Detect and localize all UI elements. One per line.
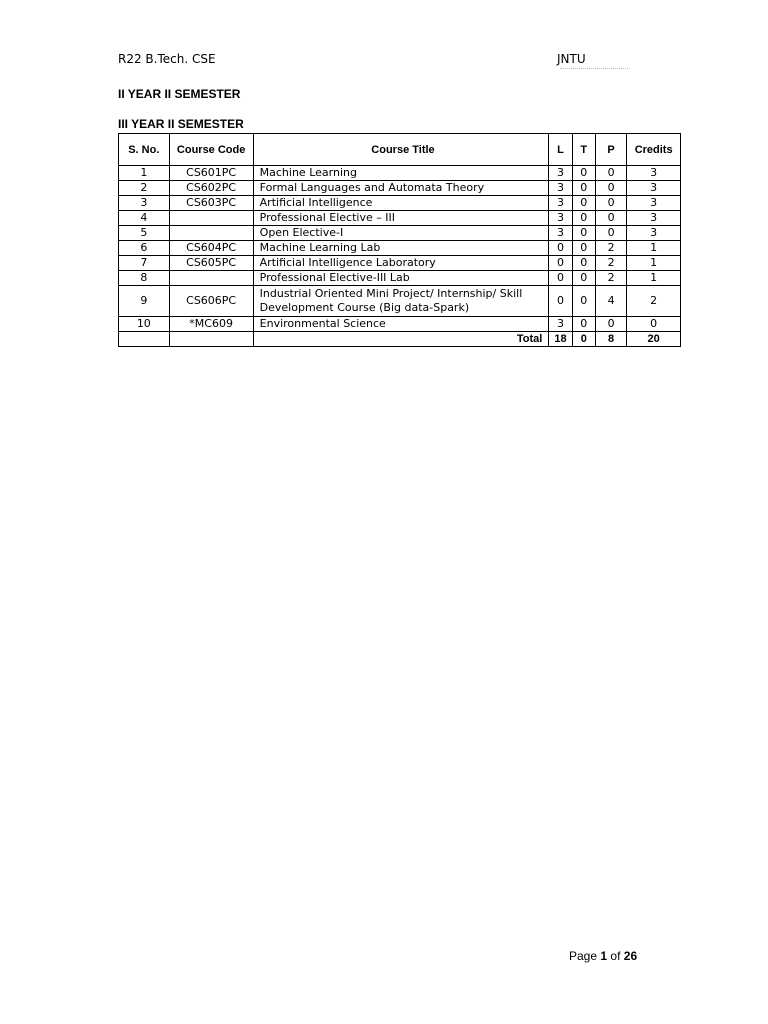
cell-t: 0 xyxy=(572,241,595,256)
cell-credits: 3 xyxy=(627,196,681,211)
cell-p: 4 xyxy=(595,286,626,317)
cell-p: 0 xyxy=(595,317,626,332)
col-header-course-code: Course Code xyxy=(169,134,253,166)
cell-p: 0 xyxy=(595,211,626,226)
total-row xyxy=(119,332,681,347)
cell-course-title: Formal Languages and Automata Theory xyxy=(253,181,549,196)
col-header-credits: Credits xyxy=(627,134,681,166)
cell-p: 0 xyxy=(595,196,626,211)
cell-course-title: Professional Elective – III xyxy=(253,211,549,226)
table-row xyxy=(119,286,681,317)
cell-course-code: CS602PC xyxy=(169,181,253,196)
cell-l: 3 xyxy=(549,166,572,181)
col-header-sno: S. No. xyxy=(119,134,170,166)
col-header-l: L xyxy=(549,134,572,166)
cell-credits: 3 xyxy=(627,226,681,241)
cell-credits: 2 xyxy=(627,286,681,317)
semester-heading-first: II YEAR II SEMESTER xyxy=(118,87,241,101)
cell-sno: 5 xyxy=(119,226,170,241)
cell-credits: 3 xyxy=(627,166,681,181)
cell-course-title: Professional Elective-III Lab xyxy=(253,271,549,286)
cell-t: 0 xyxy=(572,286,595,317)
table-row xyxy=(119,317,681,332)
total-l: 18 xyxy=(549,332,572,347)
col-header-course-title: Course Title xyxy=(253,134,549,166)
cell-course-title: Machine Learning Lab xyxy=(253,241,549,256)
cell-sno: 7 xyxy=(119,256,170,271)
cell-l: 3 xyxy=(549,196,572,211)
of-word: of xyxy=(610,949,621,963)
cell-credits: 1 xyxy=(627,271,681,286)
cell-t: 0 xyxy=(572,181,595,196)
cell-course-title: Machine Learning xyxy=(253,166,549,181)
cell-course-title: Open Elective-I xyxy=(253,226,549,241)
total-empty-sno xyxy=(119,332,170,347)
cell-sno: 10 xyxy=(119,317,170,332)
cell-sno: 1 xyxy=(119,166,170,181)
cell-course-title: Environmental Science xyxy=(253,317,549,332)
total-credits: 20 xyxy=(627,332,681,347)
cell-course-title: Artificial Intelligence xyxy=(253,196,549,211)
header-university: JNTU xyxy=(557,52,586,66)
cell-credits: 1 xyxy=(627,241,681,256)
cell-p: 0 xyxy=(595,226,626,241)
cell-sno: 2 xyxy=(119,181,170,196)
table-row xyxy=(119,256,681,271)
cell-sno: 9 xyxy=(119,286,170,317)
cell-course-code: CS601PC xyxy=(169,166,253,181)
cell-credits: 3 xyxy=(627,181,681,196)
cell-p: 2 xyxy=(595,271,626,286)
header-dotted-line xyxy=(560,66,630,69)
col-header-p: P xyxy=(595,134,626,166)
table-row xyxy=(119,166,681,181)
page-number xyxy=(569,949,637,963)
cell-course-code: CS603PC xyxy=(169,196,253,211)
total-p: 8 xyxy=(595,332,626,347)
course-table xyxy=(118,133,681,347)
cell-course-code: *MC609 xyxy=(169,317,253,332)
cell-credits: 3 xyxy=(627,211,681,226)
cell-p: 2 xyxy=(595,241,626,256)
cell-course-code: CS605PC xyxy=(169,256,253,271)
cell-course-title: Artificial Intelligence Laboratory xyxy=(253,256,549,271)
table-body xyxy=(119,166,681,332)
table-row xyxy=(119,241,681,256)
total-pages: 26 xyxy=(623,949,638,963)
total-empty-code xyxy=(169,332,253,347)
cell-sno: 6 xyxy=(119,241,170,256)
cell-t: 0 xyxy=(572,256,595,271)
cell-l: 0 xyxy=(549,241,572,256)
cell-course-code: CS604PC xyxy=(169,241,253,256)
table-header-row xyxy=(119,134,681,166)
cell-course-code xyxy=(169,226,253,241)
cell-course-code xyxy=(169,271,253,286)
cell-t: 0 xyxy=(572,317,595,332)
cell-p: 0 xyxy=(595,166,626,181)
cell-t: 0 xyxy=(572,271,595,286)
total-label: Total xyxy=(253,332,549,347)
cell-l: 3 xyxy=(549,211,572,226)
cell-sno: 8 xyxy=(119,271,170,286)
cell-t: 0 xyxy=(572,211,595,226)
cell-p: 0 xyxy=(595,181,626,196)
cell-l: 0 xyxy=(549,286,572,317)
current-page: 1 xyxy=(600,949,608,963)
cell-course-code: CS606PC xyxy=(169,286,253,317)
header-program: R22 B.Tech. CSE xyxy=(118,52,216,66)
table-row xyxy=(119,211,681,226)
cell-l: 3 xyxy=(549,181,572,196)
cell-credits: 1 xyxy=(627,256,681,271)
cell-p: 2 xyxy=(595,256,626,271)
cell-l: 3 xyxy=(549,317,572,332)
page-word: Page xyxy=(569,949,598,963)
semester-heading-second: III YEAR II SEMESTER xyxy=(118,117,244,131)
total-t: 0 xyxy=(572,332,595,347)
table-row xyxy=(119,226,681,241)
cell-course-code xyxy=(169,211,253,226)
cell-l: 3 xyxy=(549,226,572,241)
col-header-t: T xyxy=(572,134,595,166)
cell-sno: 4 xyxy=(119,211,170,226)
table-row xyxy=(119,271,681,286)
cell-t: 0 xyxy=(572,166,595,181)
cell-sno: 3 xyxy=(119,196,170,211)
cell-course-title: Industrial Oriented Mini Project/ Internship/ Skill Development Course (Big data-Spark) xyxy=(253,286,549,317)
table-row xyxy=(119,196,681,211)
cell-l: 0 xyxy=(549,256,572,271)
cell-t: 0 xyxy=(572,196,595,211)
cell-credits: 0 xyxy=(627,317,681,332)
cell-t: 0 xyxy=(572,226,595,241)
table-row xyxy=(119,181,681,196)
cell-l: 0 xyxy=(549,271,572,286)
